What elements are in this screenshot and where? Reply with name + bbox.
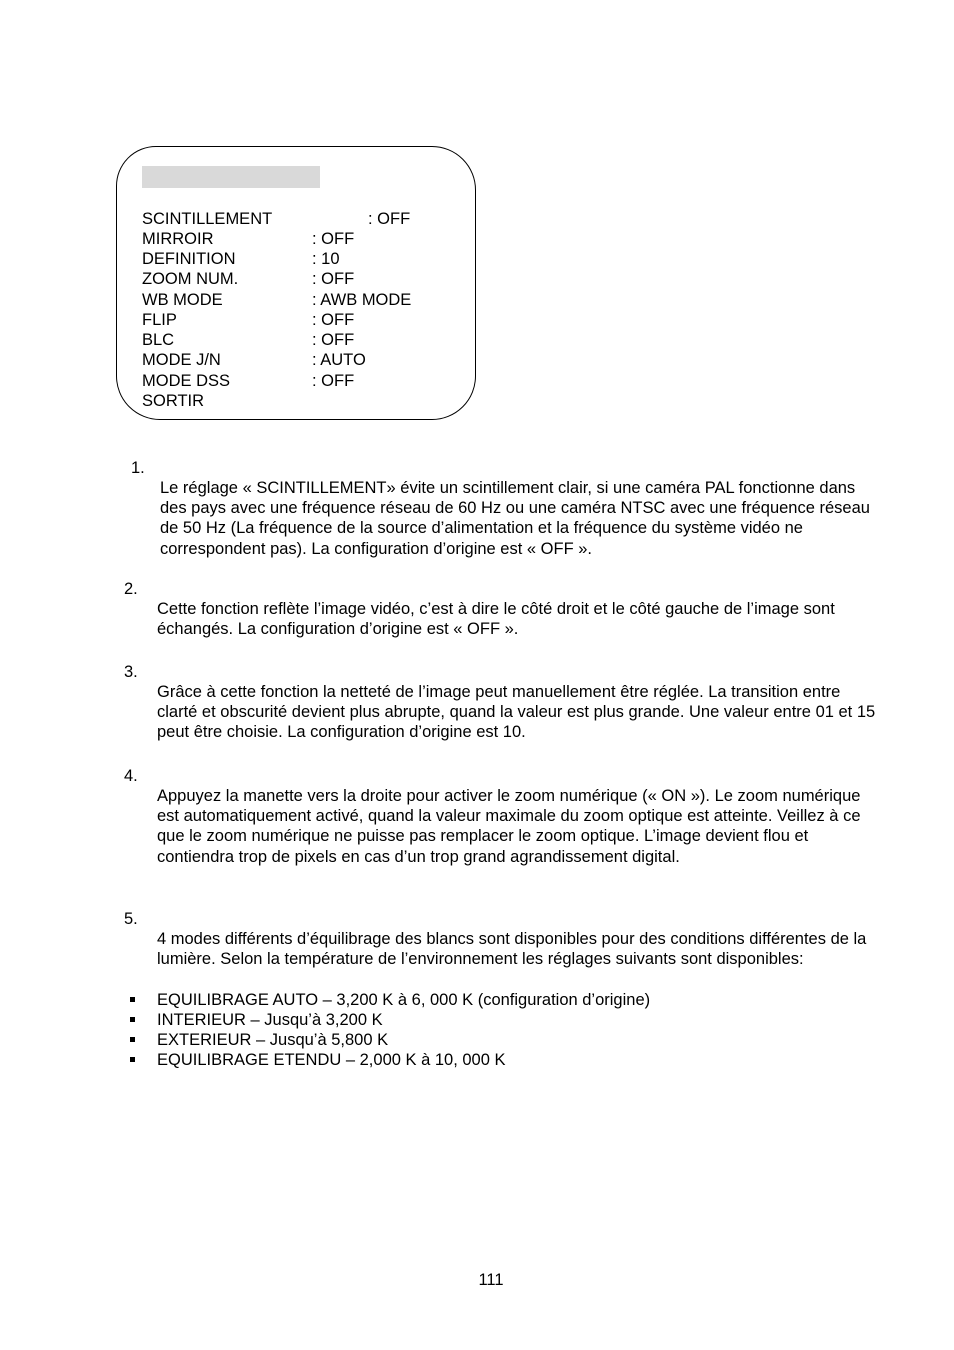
square-bullet-icon bbox=[130, 997, 135, 1002]
list-item-text: INTERIEUR – Jusqu’à 3,200 K bbox=[157, 1011, 383, 1029]
menu-item-value: : OFF bbox=[312, 270, 355, 288]
menu-title-highlight-bar bbox=[142, 166, 320, 188]
section-paragraph: Cette fonction reflète l’image vidéo, c’est à dire le côté droit et le côté gauche de l’image sont échangés. La configuration d’origine est « OFF ». bbox=[157, 600, 835, 639]
page-number: 111 bbox=[478, 1271, 504, 1289]
menu-item-label: MODE DSS bbox=[142, 372, 231, 390]
section-paragraph: Le réglage « SCINTILLEMENT» évite un scintillement clair, si une caméra PAL fonctionne dans des pays avec une fréquence réseau de 60 Hz ou une caméra NTSC avec une fréquence réseau de 50 Hz (La fréquence de la source d’alimentation et la fréquence du système vidéo ne correspondent pas). La configuration d’origine est « OFF ». bbox=[160, 479, 870, 558]
list-item-text: EXTERIEUR – Jusqu’à 5,800 K bbox=[157, 1031, 389, 1049]
section-number: 5. bbox=[124, 910, 138, 928]
osd-menu-box bbox=[116, 146, 476, 420]
menu-item-value: : OFF bbox=[312, 372, 355, 390]
menu-item-value: : OFF bbox=[312, 230, 355, 248]
square-bullet-icon bbox=[130, 1037, 135, 1042]
menu-item-label: MIRROIR bbox=[142, 230, 214, 248]
section-paragraph: 4 modes différents d’équilibrage des blancs sont disponibles pour des conditions différentes de la lumière. Selon la température de l’environnement les réglages suivants sont disponibles: bbox=[157, 930, 867, 969]
menu-item-label: WB MODE bbox=[142, 291, 223, 309]
menu-item-value: : AUTO bbox=[312, 351, 366, 369]
square-bullet-icon bbox=[130, 1057, 135, 1062]
menu-item-label: DEFINITION bbox=[142, 250, 236, 268]
menu-item-label: BLC bbox=[142, 331, 175, 349]
section-number: 1. bbox=[131, 459, 145, 477]
section-paragraph: Appuyez la manette vers la droite pour activer le zoom numérique (« ON »). Le zoom numérique est automatiquement activé, quand la valeur maximale du zoom optique est atteinte. Veillez à ce que le zoom numérique ne puisse pas remplacer le zoom optique. L’image devient flou et contiendra trop de pixels en cas d’un trop grand agrandissement digital. bbox=[157, 787, 861, 866]
list-item-text: EQUILIBRAGE AUTO – 3,200 K à 6, 000 K (configuration d’origine) bbox=[157, 991, 651, 1009]
menu-item-label: FLIP bbox=[142, 311, 177, 329]
section-paragraph: Grâce à cette fonction la netteté de l’image peut manuellement être réglée. La transition entre clarté et obscurité devient plus abrupte, quand la valeur est plus grande. Une valeur entre 01 et 15 peut être choisie. La configuration d’origine est 10. bbox=[157, 683, 876, 742]
menu-item-label: SORTIR bbox=[142, 392, 205, 410]
section-number: 2. bbox=[124, 580, 138, 598]
square-bullet-icon bbox=[130, 1017, 135, 1022]
section-number: 4. bbox=[124, 767, 138, 785]
menu-item-label: MODE J/N bbox=[142, 351, 221, 369]
menu-item-value: : OFF bbox=[312, 311, 355, 329]
menu-item-value: : AWB MODE bbox=[312, 291, 412, 309]
menu-item-label: SCINTILLEMENT bbox=[142, 210, 273, 228]
menu-item-value: : OFF bbox=[312, 331, 355, 349]
list-item-text: EQUILIBRAGE ETENDU – 2,000 K à 10, 000 K bbox=[157, 1051, 506, 1069]
section-number: 3. bbox=[124, 663, 138, 681]
menu-item-value: : 10 bbox=[312, 250, 340, 268]
menu-item-value: : OFF bbox=[368, 210, 411, 228]
menu-item-label: ZOOM NUM. bbox=[142, 270, 239, 288]
